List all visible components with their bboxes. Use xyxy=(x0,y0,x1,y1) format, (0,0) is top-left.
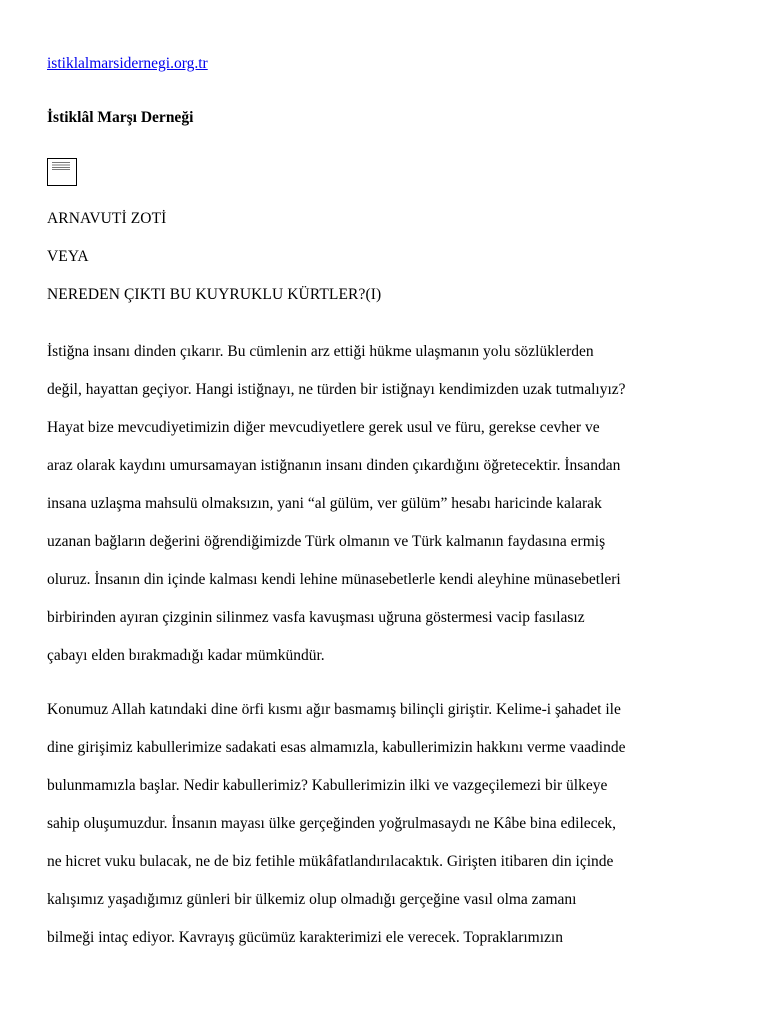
paragraph-line: Konumuz Allah katındaki dine örfi kısmı ağır basmamış bilinçli giriştir. Kelime-i şahadet ile xyxy=(47,701,621,718)
paragraph-line: dine girişimiz kabullerimize sadakati esas almamızla, kabullerimizin hakkını verme vaadinde xyxy=(47,739,626,756)
paragraph-line: bilmeği intaç ediyor. Kavrayış gücümüz karakterimizi ele verecek. Topraklarımızın xyxy=(47,929,563,946)
paragraph-line: değil, hayattan geçiyor. Hangi istiğnayı, ne türden bir istiğnayı kendimizden uzak tutmalıyız? xyxy=(47,381,626,398)
paragraph-1 xyxy=(47,342,727,684)
article-heading-line-1: ARNAVUTİ ZOTİ xyxy=(47,210,167,227)
paragraph-line: uzanan bağların değerini öğrendiğimizde Türk olmanın ve Türk kalmanın faydasına ermiş xyxy=(47,533,606,550)
paragraph-line: oluruz. İnsanın din içinde kalması kendi lehine münasebetlerle kendi aleyhine münasebetleri xyxy=(47,571,621,588)
article-heading-line-2: VEYA xyxy=(47,248,89,265)
organization-title: İstiklâl Marşı Derneği xyxy=(47,109,194,126)
paragraph-line: bulunmamızla başlar. Nedir kabullerimiz? Kabullerimizin ilki ve vazgeçilemezi bir ülkeye xyxy=(47,777,608,794)
paragraph-line: kalışımız yaşadığımız günleri bir ülkemiz olup olmadığı gerçeğine vasıl olma zamanı xyxy=(47,891,577,908)
paragraph-line: ne hicret vuku bulacak, ne de biz fetihle mükâfatlandırılacaktık. Girişten itibaren din içinde xyxy=(47,853,614,870)
broken-image-icon xyxy=(47,158,77,186)
paragraph-2 xyxy=(47,700,727,966)
paragraph-line: birbirinden ayıran çizginin silinmez vasfa kavuşması uğruna göstermesi vacip fasılasız xyxy=(47,609,585,626)
paragraph-line: araz olarak kaydını umursamayan istiğnanın insanı dinden çıkardığını öğretecektir. İnsandan xyxy=(47,457,621,474)
paragraph-line: insana uzlaşma mahsulü olmaksızın, yani “al gülüm, ver gülüm” hesabı haricinde kalarak xyxy=(47,495,602,512)
article-heading-line-3: NEREDEN ÇIKTI BU KUYRUKLU KÜRTLER?(I) xyxy=(47,286,382,303)
paragraph-line: sahip oluşumuzdur. İnsanın mayası ülke gerçeğinden yoğrulmasaydı ne Kâbe bina edilecek, xyxy=(47,815,617,832)
paragraph-line: İstiğna insanı dinden çıkarır. Bu cümlenin arz ettiği hükme ulaşmanın yolu sözlüklerden xyxy=(47,343,594,360)
paragraph-line: Hayat bize mevcudiyetimizin diğer mevcudiyetlere gerek usul ve füru, gerekse cevher ve xyxy=(47,419,600,436)
paragraph-line: çabayı elden bırakmadığı kadar mümkündür. xyxy=(47,647,325,664)
site-link[interactable]: istiklalmarsidernegi.org.tr xyxy=(47,55,208,72)
